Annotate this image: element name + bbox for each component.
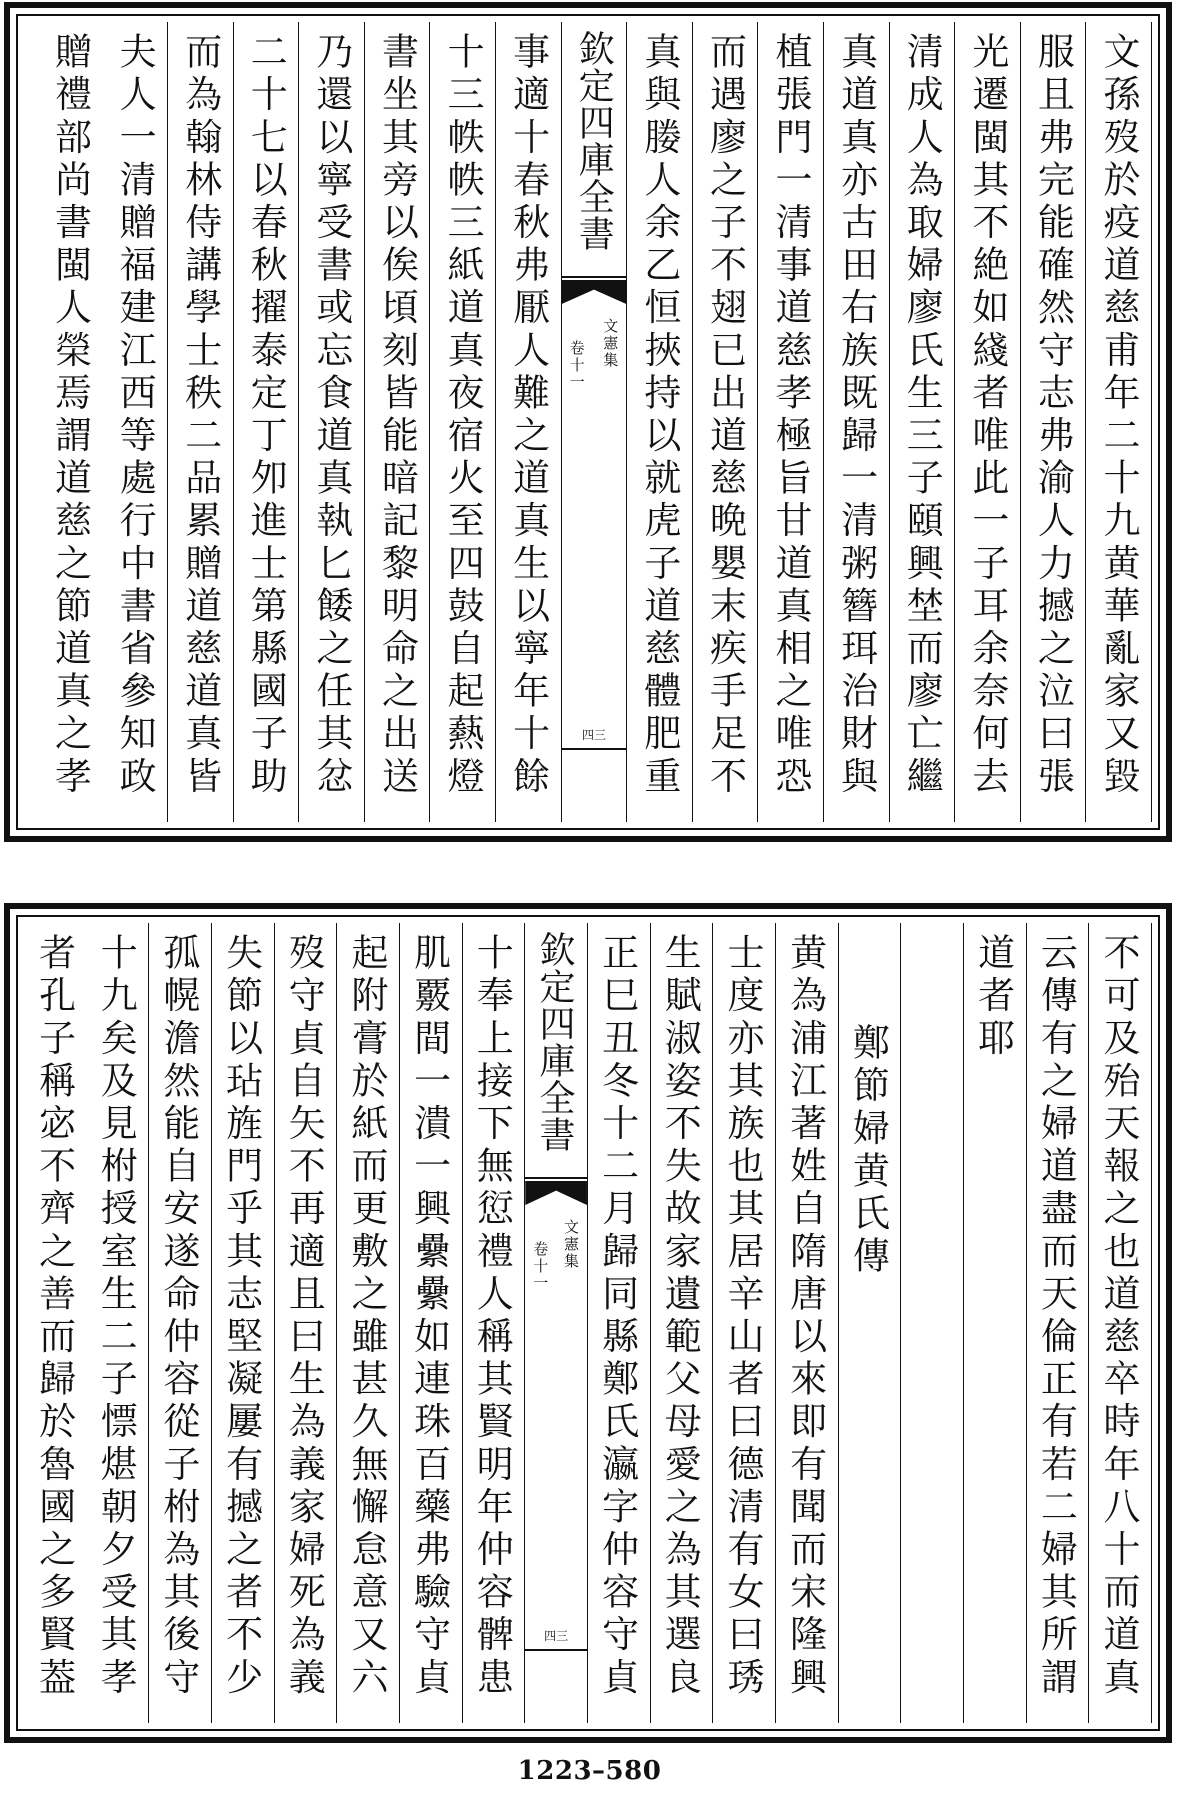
text-column: 清成人為取婦廖氏生三子頤興埜而廖亡繼 (890, 22, 956, 822)
text-column: 者孔子稱宓不齊之善而歸於魯國之多賢葢 (32, 933, 76, 1700)
text-column: 十九矣及見柎授室生二子慓煁朝夕受其孝 (87, 923, 150, 1723)
text-column: 孤幌澹然能自安遂命仲容從子柎為其後守 (149, 923, 212, 1723)
text-column: 不可及殆天報之也道慈卒時年八十而道真 (1089, 923, 1152, 1723)
fish-tail-mark-icon (525, 1181, 587, 1205)
text-column: 真道真亦古田右族既歸一清粥簪珥治財與 (824, 22, 890, 822)
text-column: 植張門一清事道慈孝極旨甘道真相之唯恐 (758, 22, 824, 822)
page-number: 四三 (581, 728, 606, 742)
text-column: 道者耶 (964, 923, 1027, 1723)
text-column: 文孫歿於疫道慈甫年二十九黄華亂家又毀 (1086, 22, 1152, 822)
text-column: 二十七以春秋擢泰定丁夘進士第縣國子助 (234, 22, 300, 822)
banxin-rule (525, 1649, 587, 1651)
juan-number: 卷十一 (531, 1241, 550, 1292)
text-column: 士度亦其族也其居辛山者曰德清有女曰琇 (713, 923, 776, 1723)
text-column: 十三帙帙三紙道真夜宿火至四鼓自起爇燈 (430, 22, 496, 822)
banxin-rule (525, 1177, 587, 1179)
text-column: 歿守貞自矢不再適且曰生為義家婦死為義 (275, 923, 338, 1723)
top-page-columns (24, 22, 1152, 822)
book-title: 欽定四庫全書 (533, 931, 575, 1153)
bottom-page-columns (24, 923, 1152, 1723)
blank-column (901, 923, 964, 1723)
text-column: 真與媵人余乙恒挾持以就虎子道慈體肥重 (627, 22, 693, 822)
chapter-title: 鄭節婦黄氏傳 (839, 923, 902, 1723)
text-column: 云傳有之婦道盡而天倫正有若二婦其所謂 (1027, 923, 1090, 1723)
collection-name: 文憲集 (561, 1219, 580, 1270)
page-number: 四三 (544, 1629, 569, 1643)
book-title: 欽定四庫全書 (573, 30, 615, 252)
text-column: 服且弗完能確然守志弗渝人力撼之泣曰張 (1021, 22, 1087, 822)
collection-name: 文憲集 (601, 318, 620, 369)
volume-page-footer: 1223–580 (517, 1756, 662, 1786)
text-column: 贈禮部尚書閩人榮焉謂道慈之節道真之孝 (48, 32, 92, 799)
text-column: 乃還以寧受書或忘食道真執匕餧之任其忿 (299, 22, 365, 822)
text-column: 十奉上接下無愆禮人稱其賢明年仲容髀患 (463, 923, 526, 1723)
banxin-rule (562, 276, 627, 278)
text-column: 生賦淑姿不失故家遺範父母愛之為其選良 (651, 923, 714, 1723)
juan-number: 卷十一 (567, 340, 586, 391)
top-page-frame (4, 2, 1172, 842)
fish-tail-mark-icon (562, 280, 627, 304)
text-column: 起附膏於紙而更敷之雖甚久無懈怠意又六 (337, 923, 400, 1723)
text-column: 正巳丑冬十二月歸同縣鄭氏瀛字仲容守貞 (588, 923, 651, 1723)
text-column: 失節以玷旌門乎其志堅凝屢有撼之者不少 (212, 923, 275, 1723)
text-column: 事適十春秋弗厭人難之道真生以寧年十餘 (496, 22, 562, 822)
center-column-banxin (525, 923, 588, 1723)
text-column: 肌覈間一潰一興纍纍如連珠百藥弗驗守貞 (400, 923, 463, 1723)
bottom-page-frame (4, 903, 1172, 1743)
text-column: 光遷閩其不絶如綫者唯此一子耳余奈何去 (955, 22, 1021, 822)
text-column: 而為翰林侍講學士秩二品累贈道慈道真皆 (168, 22, 234, 822)
text-column: 而遇廖之子不翅已出道慈晩嬰末疾手足不 (693, 22, 759, 822)
center-column-banxin (562, 22, 628, 822)
text-column: 書坐其旁以俟頃刻皆能暗記黎明命之出送 (365, 22, 431, 822)
text-column: 夫人一清贈福建江西等處行中書省參知政 (103, 22, 169, 822)
banxin-rule (562, 748, 627, 750)
text-column: 黄為浦江著姓自隋唐以來即有聞而宋隆興 (776, 923, 839, 1723)
